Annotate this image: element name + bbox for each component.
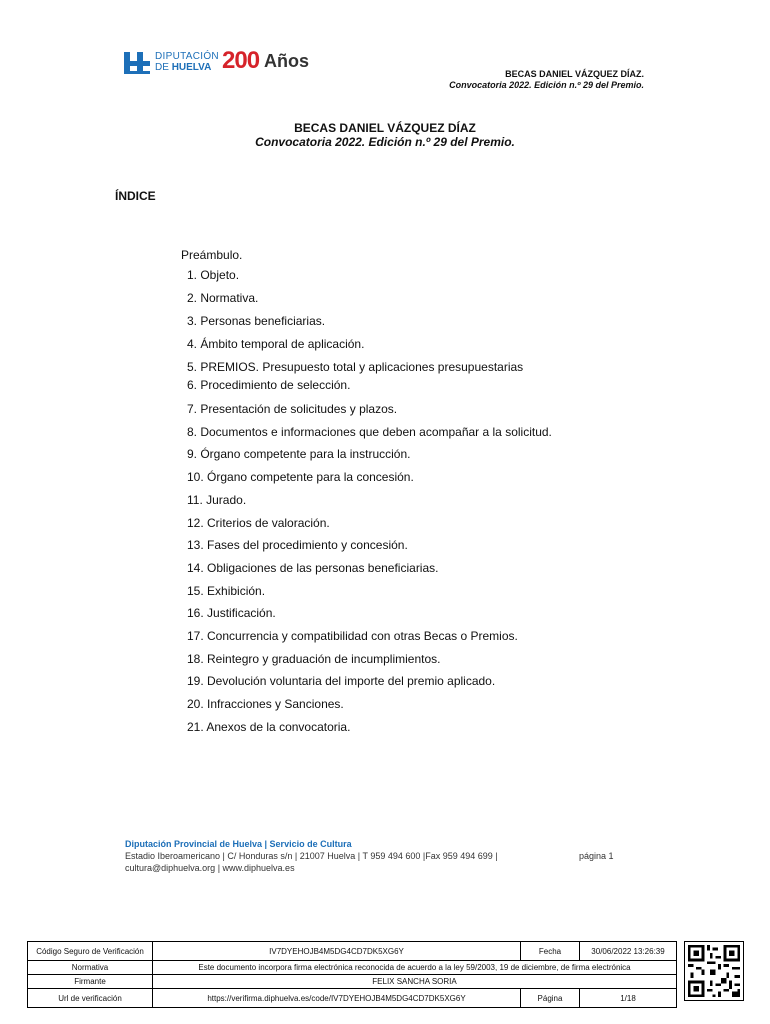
preamble-item: Preámbulo.: [181, 248, 243, 262]
toc-item: 14. Obligaciones de las personas beneficiarias.: [187, 561, 439, 575]
document-subtitle: Convocatoria 2022. Edición n.º 29 del Premio.: [255, 135, 515, 149]
diputacion-logo: [124, 47, 314, 76]
toc-item: 13. Fases del procedimiento y concesión.: [187, 538, 408, 552]
toc-item: 1. Objeto.: [187, 268, 240, 282]
footer-address: Estadio Iberoamericano | C/ Honduras s/n | 21007 Huelva | T 959 494 600 |Fax 959 494 699 |: [125, 851, 498, 861]
fecha-value: 30/06/2022 13:26:39: [580, 942, 677, 961]
footer-contact: cultura@diphuelva.org | www.diphuelva.es: [125, 863, 295, 873]
toc-item: 12. Criterios de valoración.: [187, 516, 330, 530]
toc-item: 2. Normativa.: [187, 291, 259, 305]
toc-item: 10. Órgano competente para la concesión.: [187, 470, 414, 484]
pagina-label: Página: [521, 989, 580, 1008]
page-number: página 1: [579, 851, 614, 861]
toc-item: 3. Personas beneficiarias.: [187, 314, 326, 328]
toc-item: 17. Concurrencia y compatibilidad con otras Becas o Premios.: [187, 629, 518, 643]
csv-value: IV7DYEHOJB4M5DG4CD7DK5XG6Y: [153, 942, 521, 961]
toc-item: 18. Reintegro y graduación de incumplimientos.: [187, 652, 441, 666]
running-header-title: BECAS DANIEL VÁZQUEZ DÍAZ.: [505, 69, 644, 79]
fecha-label: Fecha: [521, 942, 580, 961]
toc-item: 4. Ámbito temporal de aplicación.: [187, 337, 365, 351]
running-header-subtitle: Convocatoria 2022. Edición n.º 29 del Premio.: [449, 80, 644, 90]
pagina-value: 1/18: [580, 989, 677, 1008]
normativa-label: Normativa: [28, 961, 153, 975]
h-logo-icon: [124, 52, 150, 74]
toc-item: 5. PREMIOS. Presupuesto total y aplicaciones presupuestarias: [187, 360, 524, 374]
toc-item: 9. Órgano competente para la instrucción.: [187, 447, 411, 461]
firmante-value: FELIX SANCHA SORIA: [153, 975, 677, 989]
firmante-label: Firmante: [28, 975, 153, 989]
toc-item: 11. Jurado.: [187, 493, 247, 507]
logo-line2: DE HUELVA: [155, 62, 212, 73]
url-value[interactable]: https://verifirma.diphuelva.es/code/IV7DYEHOJB4M5DG4CD7DK5XG6Y: [153, 989, 521, 1008]
csv-label: Código Seguro de Verificación: [28, 942, 153, 961]
toc-item: 6. Procedimiento de selección.: [187, 378, 351, 392]
index-heading: ÍNDICE: [115, 189, 156, 203]
logo-anos: Años: [264, 51, 309, 71]
document-title: BECAS DANIEL VÁZQUEZ DÍAZ: [294, 121, 476, 135]
footer-org: Diputación Provincial de Huelva | Servicio de Cultura: [125, 839, 352, 849]
toc-item: 8. Documentos e informaciones que deben acompañar a la solicitud.: [187, 425, 552, 439]
logo-anniversary: 200: [222, 47, 260, 74]
toc-item: 16. Justificación.: [187, 606, 276, 620]
logo-line1: DIPUTACIÓN: [155, 51, 219, 62]
verification-table: [27, 941, 677, 1008]
toc-item: 19. Devolución voluntaria del importe del premio aplicado.: [187, 674, 496, 688]
normativa-value: Este documento incorpora firma electrónica reconocida de acuerdo a la ley 59/2003, 19 de diciembre, de firma electrónica: [153, 961, 677, 975]
toc-item: 20. Infracciones y Sanciones.: [187, 697, 344, 711]
qr-code-icon: [684, 941, 744, 1001]
toc-item: 15. Exhibición.: [187, 584, 266, 598]
url-label: Url de verificación: [28, 989, 153, 1008]
toc-item: 7. Presentación de solicitudes y plazos.: [187, 402, 398, 416]
toc-item: 21. Anexos de la convocatoria.: [187, 720, 351, 734]
